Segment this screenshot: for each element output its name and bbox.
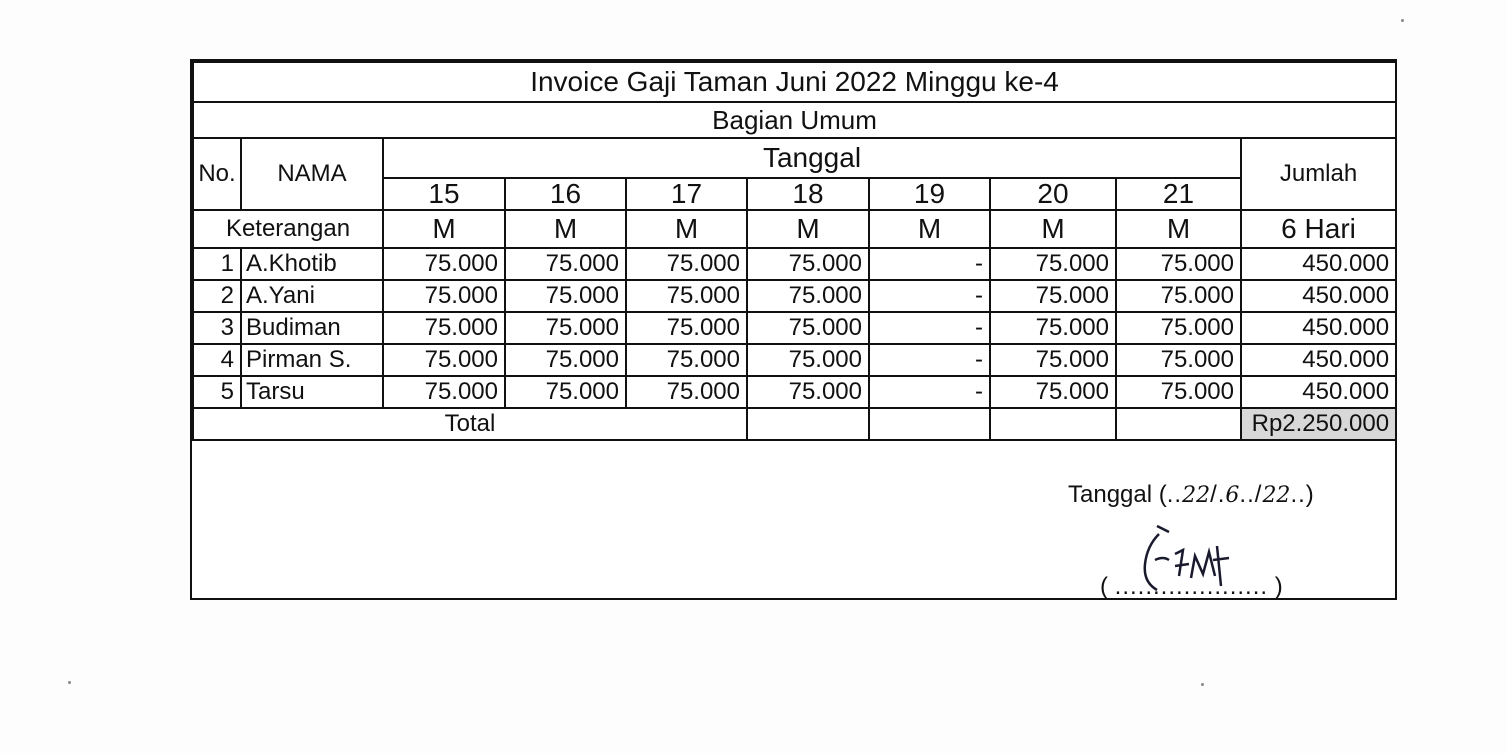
sig-close: ) [1274, 573, 1283, 600]
table-row [193, 248, 1396, 280]
row-number: 5 [193, 376, 241, 408]
footer-date: Tanggal (..22/.6../22..) [1068, 481, 1314, 508]
row-value: 75.000 [1116, 280, 1241, 312]
header-no: No. [193, 138, 241, 210]
row-value: 75.000 [990, 280, 1116, 312]
row-value: 75.000 [990, 376, 1116, 408]
date-19: 19 [869, 178, 990, 210]
date-label: Tanggal ( [1068, 481, 1167, 508]
row-total: 450.000 [1241, 280, 1396, 312]
row-value: 75.000 [1116, 248, 1241, 280]
date-close: ) [1305, 481, 1314, 508]
code-cell: M [383, 210, 505, 248]
total-label: Total [193, 408, 747, 440]
row-value: 75.000 [747, 280, 869, 312]
code-cell: M [505, 210, 626, 248]
invoice-table [192, 61, 1397, 441]
row-value: 75.000 [1116, 312, 1241, 344]
table-row [193, 312, 1396, 344]
date-21: 21 [1116, 178, 1241, 210]
row-number: 1 [193, 248, 241, 280]
row-value: - [869, 280, 990, 312]
header-tanggal: Tanggal [383, 138, 1241, 178]
row-value: 75.000 [626, 248, 747, 280]
header-jumlah: Jumlah [1241, 138, 1396, 210]
row-value: 75.000 [747, 248, 869, 280]
table-row [193, 344, 1396, 376]
row-value: 75.000 [383, 312, 505, 344]
row-total: 450.000 [1241, 312, 1396, 344]
row-total: 450.000 [1241, 344, 1396, 376]
row-value: 75.000 [626, 312, 747, 344]
date-17: 17 [626, 178, 747, 210]
code-cell: M [990, 210, 1116, 248]
row-value: 75.000 [383, 280, 505, 312]
row-value: 75.000 [1116, 344, 1241, 376]
total-empty-cell [747, 408, 869, 440]
date-15: 15 [383, 178, 505, 210]
row-value: 75.000 [990, 312, 1116, 344]
row-value: 75.000 [1116, 376, 1241, 408]
code-cell: M [1116, 210, 1241, 248]
row-value: 75.000 [383, 248, 505, 280]
header-keterangan: Keterangan [193, 210, 383, 248]
row-value: 75.000 [626, 344, 747, 376]
row-name: Tarsu [241, 376, 383, 408]
row-value: 75.000 [505, 376, 626, 408]
row-value: 75.000 [505, 248, 626, 280]
code-cell: M [869, 210, 990, 248]
signature-line: ( .................... ) [1100, 573, 1283, 600]
date-20: 20 [990, 178, 1116, 210]
row-number: 4 [193, 344, 241, 376]
row-total: 450.000 [1241, 376, 1396, 408]
row-value: 75.000 [505, 280, 626, 312]
table-row [193, 280, 1396, 312]
date-18: 18 [747, 178, 869, 210]
row-number: 3 [193, 312, 241, 344]
row-value: 75.000 [626, 280, 747, 312]
grand-total: Rp2.250.000 [1241, 408, 1396, 440]
row-name: Budiman [241, 312, 383, 344]
row-value: 75.000 [383, 376, 505, 408]
row-value: 75.000 [990, 344, 1116, 376]
date-year: 22 [1262, 483, 1291, 508]
total-empty-cell [869, 408, 990, 440]
total-empty-cell [1116, 408, 1241, 440]
total-empty-cell [990, 408, 1116, 440]
invoice-subtitle: Bagian Umum [193, 102, 1396, 138]
row-value: - [869, 376, 990, 408]
date-16: 16 [505, 178, 626, 210]
code-cell: M [747, 210, 869, 248]
row-value: 75.000 [990, 248, 1116, 280]
date-month: 6 [1225, 483, 1240, 508]
row-value: - [869, 248, 990, 280]
row-value: 75.000 [505, 344, 626, 376]
days-total: 6 Hari [1241, 210, 1396, 248]
row-value: - [869, 312, 990, 344]
row-name: A.Yani [241, 280, 383, 312]
row-value: 75.000 [626, 376, 747, 408]
invoice-title: Invoice Gaji Taman Juni 2022 Minggu ke-4 [193, 62, 1396, 102]
row-total: 450.000 [1241, 248, 1396, 280]
sig-open: ( [1100, 573, 1108, 600]
code-cell: M [626, 210, 747, 248]
row-value: 75.000 [747, 312, 869, 344]
row-name: A.Khotib [241, 248, 383, 280]
row-number: 2 [193, 280, 241, 312]
row-value: - [869, 344, 990, 376]
invoice-sheet [190, 59, 1397, 600]
row-value: 75.000 [747, 376, 869, 408]
total-row [193, 408, 1396, 440]
row-value: 75.000 [383, 344, 505, 376]
row-value: 75.000 [505, 312, 626, 344]
row-value: 75.000 [747, 344, 869, 376]
table-row [193, 376, 1396, 408]
row-name: Pirman S. [241, 344, 383, 376]
date-day: 22 [1182, 483, 1211, 508]
header-nama: NAMA [241, 138, 383, 210]
